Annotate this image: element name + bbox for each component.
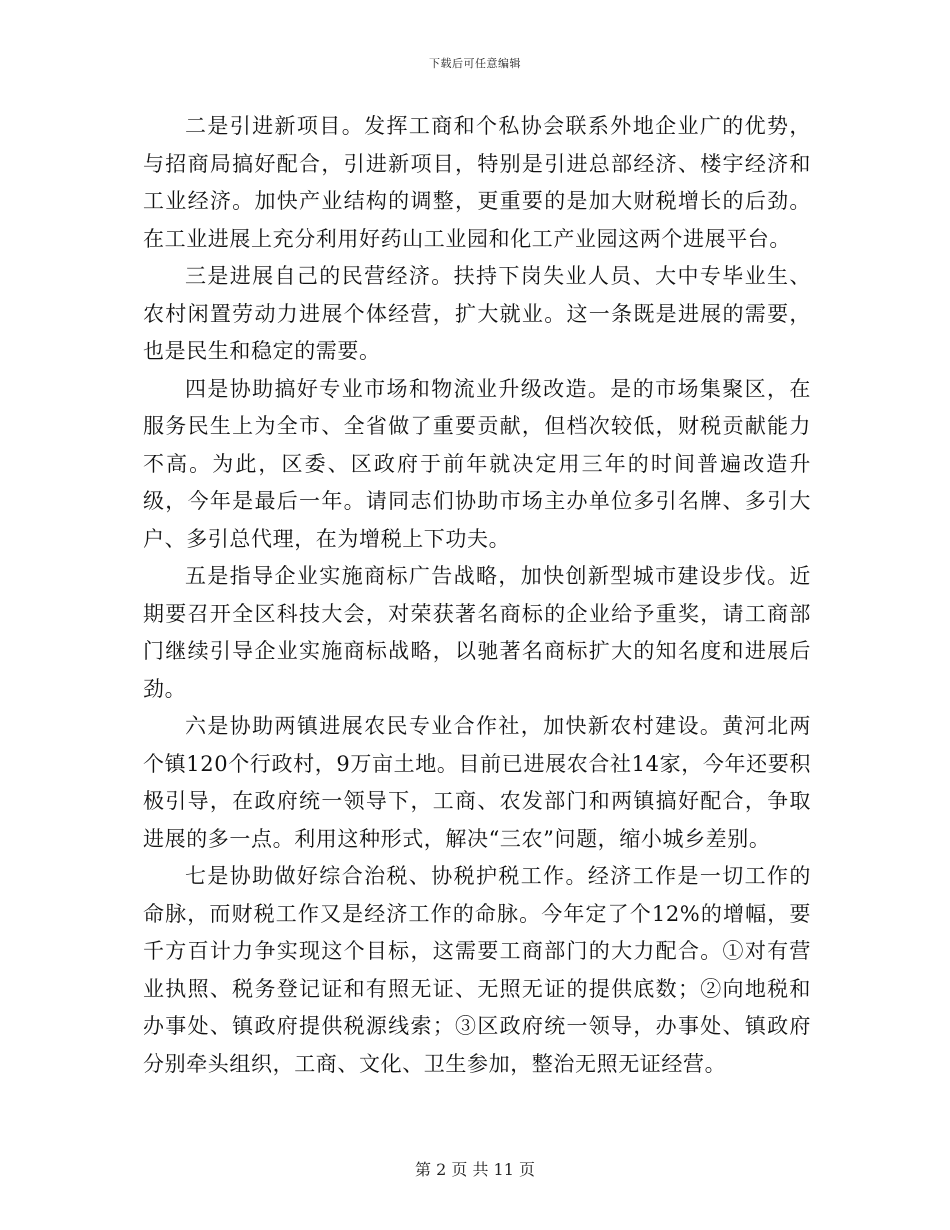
paragraph-6: 六是协助两镇进展农民专业合作社，加快新农村建设。黄河北两个镇120个行政村，9万亩土地。目前已进展农合社14家，今年还要积极引导，在政府统一领导下，工商、农发部门和两镇搞好配合，争取进展的多一点。利用这种形式，解决“三农”问题，缩小城乡差别。 [143,714,811,851]
paragraph-2: 二是引进新项目。发挥工商和个私协会联系外地企业广的优势，与招商局搞好配合，引进新项目，特别是引进总部经济、楼宇经济和工业经济。加快产业结构的调整，更重要的是加大财税增长的后劲。在工业进展上充分利用好药山工业园和化工产业园这两个进展平台。 [143,114,811,251]
page-footer [0,1157,950,1180]
page-number: 第 2 页 共 11 页 [415,1160,535,1179]
paragraph-4: 四是协助搞好专业市场和物流业升级改造。是的市场集聚区，在服务民生上为全市、全省做了重要贡献，但档次较低，财税贡献能力不高。为此，区委、区政府于前年就决定用三年的时间普遍改造升级，今年是最后一年。请同志们协助市场主办单位多引名牌、多引大户、多引总代理，在为增税上下功夫。 [143,376,811,551]
paragraph-5: 五是指导企业实施商标广告战略，加快创新型城市建设步伐。近期要召开全区科技大会，对荣获著名商标的企业给予重奖，请工商部门继续引导企业实施商标战略，以驰著名商标扩大的知名度和进展后劲。 [143,564,811,701]
page-header: 下载后可任意编辑 [429,57,521,70]
document-body [143,108,811,1083]
paragraph-7: 七是协助做好综合治税、协税护税工作。经济工作是一切工作的命脉，而财税工作又是经济工作的命脉。今年定了个12%的增幅，要千方百计力争实现这个目标，这需要工商部门的大力配合。①对有营业执照、税务登记证和有照无证、无照无证的提供底数；②向地税和办事处、镇政府提供税源线索；③区政府统一领导，办事处、镇政府分别牵头组织，工商、文化、卫生参加，整治无照无证经营。 [143,864,811,1076]
paragraph-3: 三是进展自己的民营经济。扶持下岗失业人员、大中专毕业生、农村闲置劳动力进展个体经营，扩大就业。这一条既是进展的需要，也是民生和稳定的需要。 [143,264,811,363]
